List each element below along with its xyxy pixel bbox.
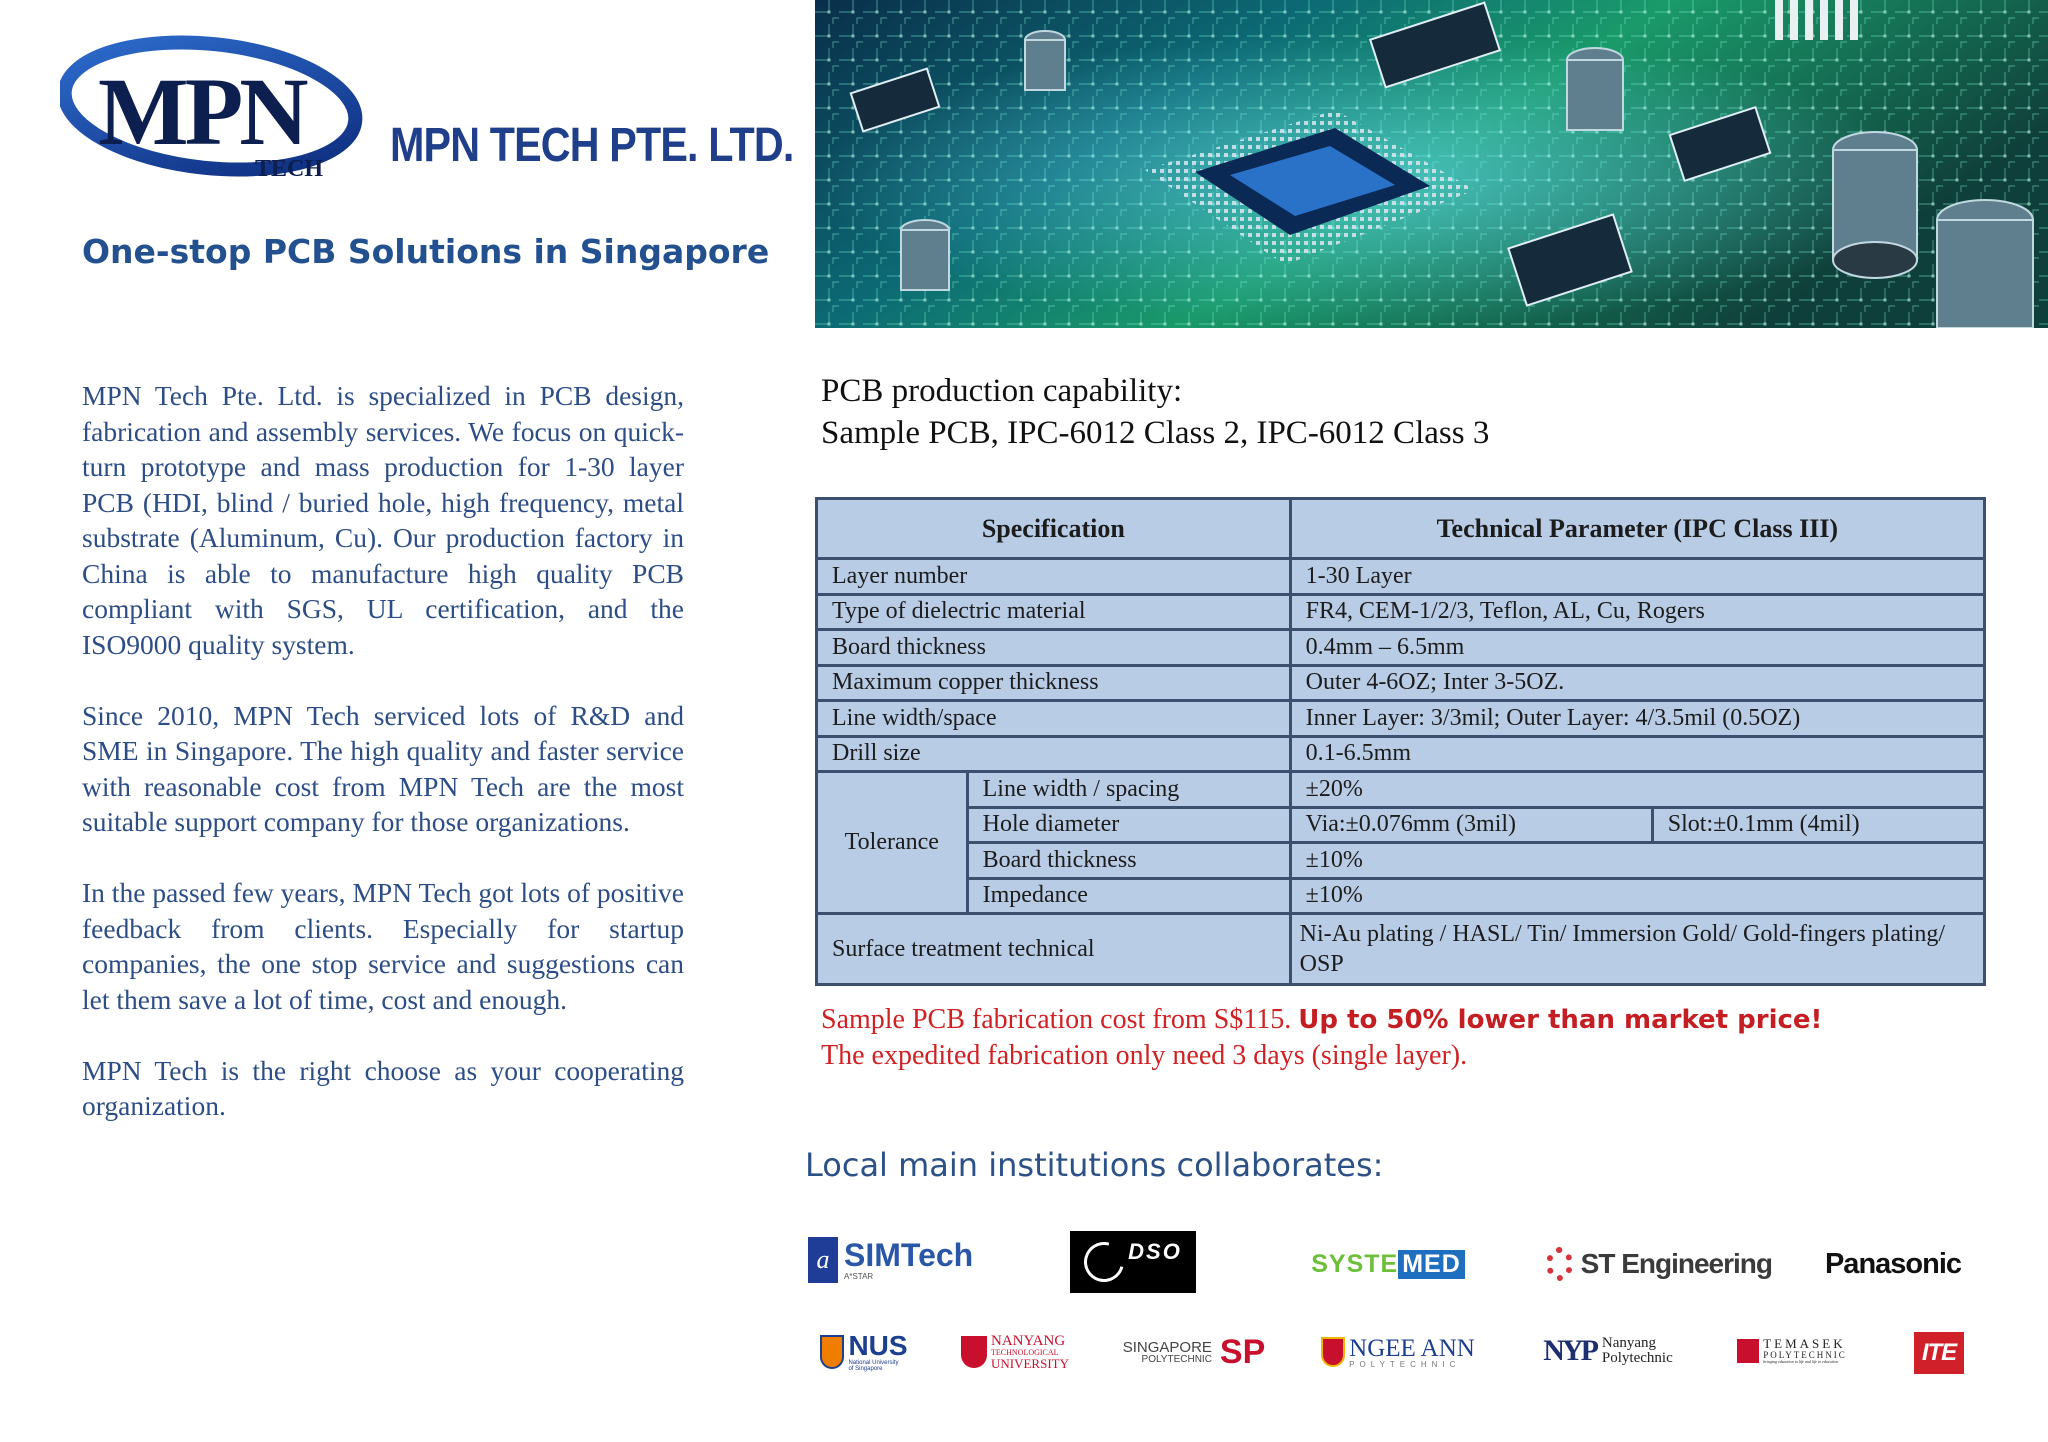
- systemed-part-b: MED: [1398, 1250, 1465, 1279]
- ntu-crest-icon: [961, 1336, 987, 1368]
- spec-cell: Drill size: [817, 736, 1291, 772]
- simtech-logo: [808, 1234, 978, 1286]
- panasonic-name: Panasonic: [1824, 1247, 1962, 1280]
- logo-subtext: TECH: [255, 156, 324, 182]
- nyp-mark: NYP: [1543, 1334, 1596, 1367]
- table-row: [817, 594, 1985, 630]
- param-cell: ±20%: [1290, 772, 1984, 808]
- table-header: Specification: [817, 499, 1291, 559]
- logo-text: MPN: [98, 58, 305, 165]
- logo-mark: [60, 34, 380, 184]
- nus-sub1: National University: [848, 1360, 899, 1366]
- param-cell: 1-30 Layer: [1290, 559, 1984, 595]
- ngee-ann-crest-icon: [1321, 1337, 1345, 1367]
- table-row: [817, 878, 1985, 914]
- spec-table: [815, 497, 1986, 986]
- table-header: Technical Parameter (IPC Class III): [1290, 499, 1984, 559]
- spec-cell: Type of dielectric material: [817, 594, 1291, 630]
- st-engineering-name: ST Engineering: [1580, 1248, 1772, 1279]
- param-cell: Outer 4-6OZ; Inter 3-5OZ.: [1290, 665, 1984, 701]
- company-logo: [60, 34, 380, 184]
- pcb-illustration: [815, 0, 2048, 328]
- param-cell: 0.1-6.5mm: [1290, 736, 1984, 772]
- sp-mark: SP: [1219, 1332, 1266, 1371]
- ite-logo: [1914, 1332, 1964, 1374]
- temasek-icon: [1737, 1339, 1759, 1363]
- simtech-name: SIMTech: [844, 1237, 974, 1273]
- ngee-ann-logo: [1320, 1330, 1476, 1374]
- param-cell: Slot:±0.1mm (4mil): [1652, 807, 1984, 843]
- tolerance-label: Tolerance: [817, 772, 968, 914]
- ngee-ann-name: NGEE ANN: [1349, 1334, 1475, 1362]
- nyp-line2: Polytechnic: [1601, 1350, 1673, 1366]
- intro-text: [82, 378, 684, 1159]
- param-cell: ±10%: [1290, 878, 1984, 914]
- param-cell: ±10%: [1290, 843, 1984, 879]
- nus-name: NUS: [848, 1330, 908, 1361]
- simtech-icon: a: [808, 1237, 838, 1283]
- spec-cell: Surface treatment technical: [817, 914, 1291, 985]
- param-cell: Ni-Au plating / HASL/ Tin/ Immersion Gold/ Gold-fingers plating/ OSP: [1290, 914, 1984, 985]
- capability-line: PCB production capability:: [821, 373, 1183, 409]
- systemed-logo: [1298, 1248, 1478, 1280]
- panasonic-logo: [1808, 1242, 1978, 1286]
- temasek-line2: POLYTECHNIC: [1763, 1350, 1847, 1360]
- nyp-line1: Nanyang: [1601, 1335, 1657, 1351]
- spec-cell: Hole diameter: [967, 807, 1290, 843]
- capability-line: Sample PCB, IPC-6012 Class 2, IPC-6012 Class 3: [821, 415, 1490, 451]
- nus-logo: [810, 1328, 918, 1376]
- nus-crest-icon: [820, 1335, 844, 1369]
- dso-swirl-icon: [1077, 1235, 1132, 1290]
- table-row: [817, 772, 1985, 808]
- nus-sub2: of Singapore: [848, 1366, 883, 1372]
- intro-paragraph: Since 2010, MPN Tech serviced lots of R&D and SME in Singapore. The high quality and faster service with reasonable cost from MPN Tech are the most suitable support company for those organizations.: [82, 699, 684, 837]
- table-row: [817, 807, 1985, 843]
- dso-name: DSO: [1128, 1239, 1182, 1264]
- intro-paragraph: In the passed few years, MPN Tech got lots of positive feedback from clients. Especially for startup companies, the one stop service and suggestions can let them save a lot of time, cost and enough.: [82, 877, 684, 1015]
- ntu-logo: [958, 1330, 1072, 1374]
- table-row: [817, 914, 1985, 985]
- sp-line1: SINGAPORE: [1122, 1338, 1212, 1356]
- company-name: MPN TECH PTE. LTD.: [390, 119, 794, 172]
- param-cell: 0.4mm – 6.5mm: [1290, 630, 1984, 666]
- st-engineering-logo: [1546, 1240, 1772, 1288]
- nyp-logo: [1530, 1328, 1686, 1374]
- param-cell: FR4, CEM-1/2/3, Teflon, AL, Cu, Rogers: [1290, 594, 1984, 630]
- spec-cell: Line width / spacing: [967, 772, 1290, 808]
- spec-cell: Layer number: [817, 559, 1291, 595]
- institutions-title: Local main institutions collaborates:: [805, 1146, 1384, 1184]
- spec-cell: Maximum copper thickness: [817, 665, 1291, 701]
- ntu-line3: UNIVERSITY: [991, 1356, 1069, 1371]
- param-cell: Inner Layer: 3/3mil; Outer Layer: 4/3.5mil (0.5OZ): [1290, 701, 1984, 737]
- spec-cell: Line width/space: [817, 701, 1291, 737]
- st-engineering-icon: [1546, 1247, 1573, 1281]
- pcb-hero-image: [815, 0, 2048, 328]
- temasek-line3: bringing education to life and life to education: [1763, 1359, 1838, 1365]
- table-row: [817, 701, 1985, 737]
- spec-cell: Impedance: [967, 878, 1290, 914]
- cost-note: [821, 1002, 1822, 1074]
- sp-logo: [1124, 1330, 1264, 1374]
- tagline: One-stop PCB Solutions in Singapore: [82, 232, 770, 271]
- intro-paragraph: MPN Tech is the right choose as your cooperating organization.: [82, 1054, 684, 1121]
- ntu-line2: TECHNOLOGICAL: [991, 1348, 1059, 1357]
- param-cell: Via:±0.076mm (3mil): [1290, 807, 1652, 843]
- table-row: [817, 736, 1985, 772]
- table-row: [817, 665, 1985, 701]
- temasek-logo: [1724, 1328, 1860, 1374]
- table-header-row: [817, 499, 1985, 559]
- capability-heading: [821, 370, 1489, 454]
- ngee-ann-sub: POLYTECHNIC: [1349, 1359, 1461, 1369]
- sp-line2: POLYTECHNIC: [1141, 1353, 1212, 1365]
- dso-logo: [1070, 1231, 1196, 1293]
- cost-highlight: Up to 50% lower than market price!: [1298, 1005, 1823, 1035]
- ntu-line1: NANYANG: [991, 1333, 1066, 1349]
- cost-text: Sample PCB fabrication cost from S$115.: [821, 1004, 1299, 1035]
- spec-cell: Board thickness: [967, 843, 1290, 879]
- table-row: [817, 559, 1985, 595]
- cost-line: The expedited fabrication only need 3 days (single layer).: [821, 1040, 1468, 1071]
- cost-line: [821, 1002, 1822, 1038]
- spec-cell: Board thickness: [817, 630, 1291, 666]
- simtech-sub: A*STAR: [844, 1272, 874, 1281]
- intro-paragraph: MPN Tech Pte. Ltd. is specialized in PCB design, fabrication and assembly services. We focus on quick-turn prototype and mass production for 1-30 layer PCB (HDI, blind / buried hole, high frequency, metal substrate (Aluminum, Cu). Our production factory in China is able to manufacture high quality PCB compliant with SGS, UL certification, and the ISO9000 quality system.: [82, 380, 684, 660]
- table-row: [817, 630, 1985, 666]
- systemed-part-a: SYSTE: [1311, 1249, 1399, 1278]
- temasek-line1: TEMASEK: [1763, 1336, 1846, 1352]
- ite-name: ITE: [1921, 1339, 1957, 1366]
- table-row: [817, 843, 1985, 879]
